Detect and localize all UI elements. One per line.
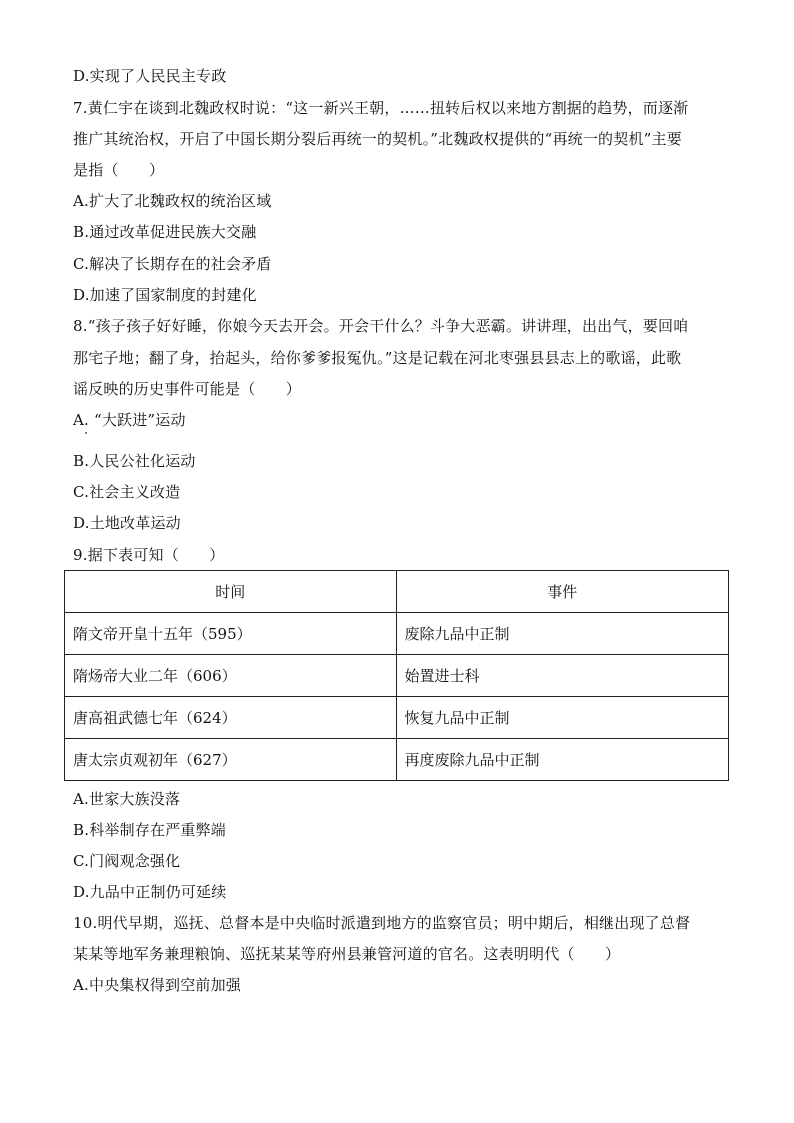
q9-option-a: A.世家大族没落 xyxy=(73,790,181,808)
q8-option-b: B.人民公社化运动 xyxy=(73,452,196,470)
q9-stem: 9.据下表可知（ ） xyxy=(73,546,225,564)
table-row xyxy=(65,613,729,655)
table-header-time: 时间 xyxy=(65,571,397,613)
table-cell-time: 隋炀帝大业二年（606） xyxy=(65,655,397,697)
q7-option-b: B.通过改革促进民族大交融 xyxy=(73,223,257,241)
q8-stem-line-1: 8.“孩子孩子好好睡，你娘今天去开会。开会干什么？斗争大恶霸。讲讲理，出出气，要回咱 xyxy=(73,317,689,335)
table-cell-time: 隋文帝开皇十五年（595） xyxy=(65,613,397,655)
q8-option-a: A. “大跃进”运动 xyxy=(73,411,186,429)
q9-events-table xyxy=(64,570,729,781)
q9-option-c: C.门阀观念强化 xyxy=(73,852,181,870)
q7-stem-line-1: 7.黄仁宇在谈到北魏政权时说：“这一新兴王朝，……扭转后权以来地方割据的趋势，而逐渐 xyxy=(73,99,689,117)
table-row xyxy=(65,655,729,697)
table-row xyxy=(65,697,729,739)
q8-stem-line-2: 那宅子地；翻了身，抬起头，给你爹爹报冤仇。”这是记载在河北枣强县县志上的歌谣，此歌 xyxy=(73,349,682,367)
prev-question-option-d: D.实现了人民民主专政 xyxy=(73,67,227,85)
q10-stem-line-2: 某某等地军务兼理粮饷、巡抚某某等府州县兼管河道的官名。这表明明代（ ） xyxy=(73,945,621,963)
q7-stem-line-3: 是指（ ） xyxy=(73,161,165,179)
q7-option-c: C.解决了长期存在的社会矛盾 xyxy=(73,255,272,273)
q10-stem-line-1: 10.明代早期，巡抚、总督本是中央临时派遣到地方的监察官员；明中期后，相继出现了总督 xyxy=(73,914,691,932)
table-cell-event: 再度废除九品中正制 xyxy=(396,739,728,781)
q8-option-d: D.土地改革运动 xyxy=(73,514,181,532)
q8-option-c: C.社会主义改造 xyxy=(73,483,181,501)
table-cell-event: 恢复九品中正制 xyxy=(396,697,728,739)
table-header-row xyxy=(65,571,729,613)
q9-option-b: B.科举制存在严重弊端 xyxy=(73,821,226,839)
q9-option-d: D.九品中正制仍可延续 xyxy=(73,883,227,901)
table-cell-event: 始置进士科 xyxy=(396,655,728,697)
table-cell-time: 唐太宗贞观初年（627） xyxy=(65,739,397,781)
q10-option-a: A.中央集权得到空前加强 xyxy=(73,976,242,994)
q8-stem-line-3: 谣反映的历史事件可能是（ ） xyxy=(73,380,302,398)
table-cell-event: 废除九品中正制 xyxy=(396,613,728,655)
table-row xyxy=(65,739,729,781)
q7-option-a: A.扩大了北魏政权的统治区域 xyxy=(73,192,272,210)
stray-dot-mark xyxy=(85,432,87,434)
table-header-event: 事件 xyxy=(396,571,728,613)
q7-option-d: D.加速了国家制度的封建化 xyxy=(73,286,257,304)
table-cell-time: 唐高祖武德七年（624） xyxy=(65,697,397,739)
q7-stem-line-2: 推广其统治权，开启了中国长期分裂后再统一的契机。”北魏政权提供的“再统一的契机”主要 xyxy=(73,130,682,148)
